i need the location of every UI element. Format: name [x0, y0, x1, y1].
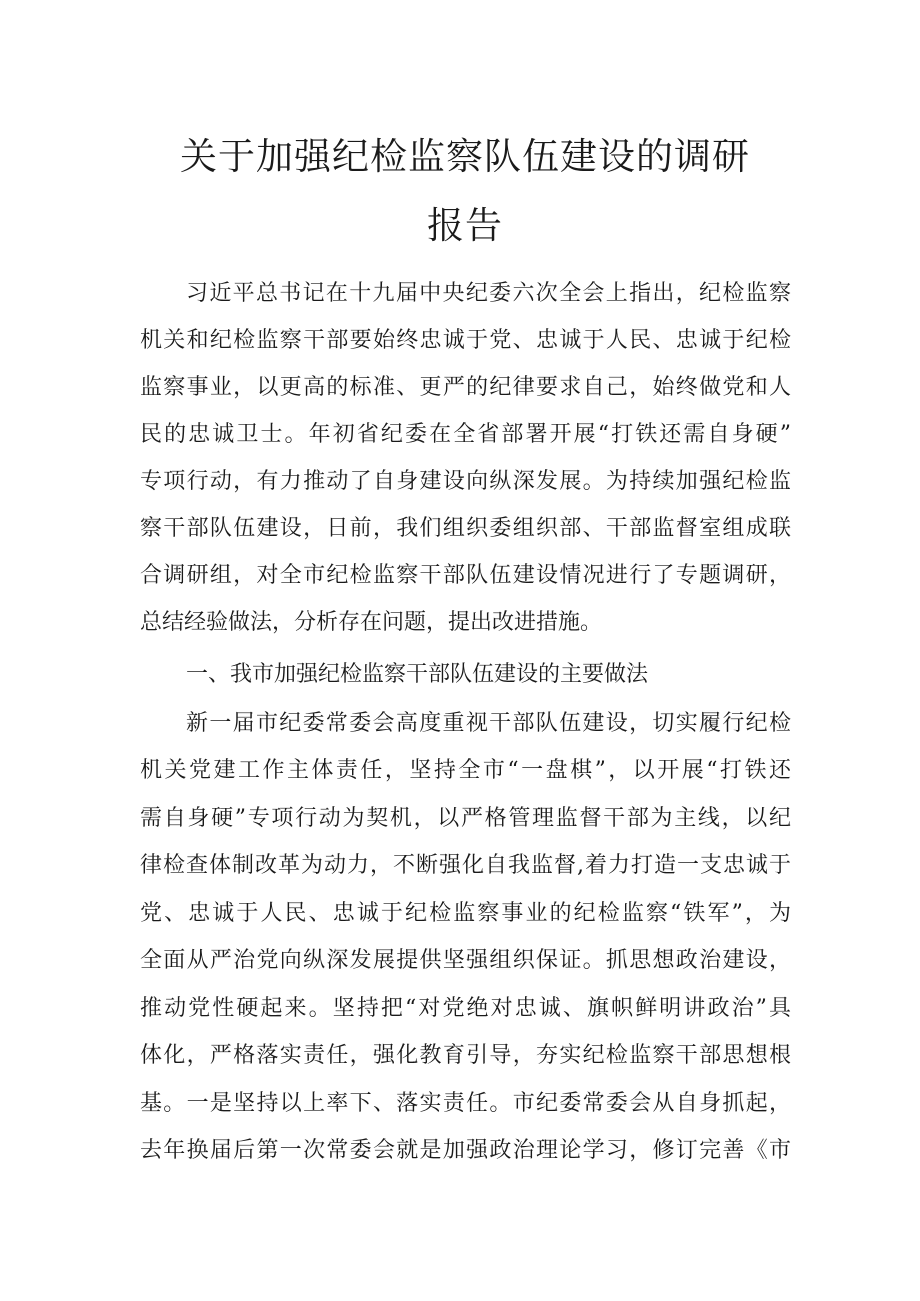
body-line: 总结经验做法，分析存在问题，提出改进措施。	[140, 610, 603, 635]
body-line: 机关党建工作主体责任，坚持全市“一盘棋”，以开展“打铁还	[140, 758, 791, 783]
body-line: 全面从严治党向纵深发展提供坚强组织保证。抓思想政治建设，	[140, 948, 791, 973]
body-line: 党、忠诚于人民、忠诚于纪检监察事业的纪检监察“铁军”，为	[140, 901, 791, 926]
body-line: 民的忠诚卫士。年初省纪委在全省部署开展“打铁还需自身硬”	[140, 422, 791, 447]
body-line: 体化，严格落实责任，强化教育引导，夯实纪检监察干部思想根	[140, 1043, 791, 1068]
body-line: 专项行动，有力推动了自身建设向纵深发展。为持续加强纪检监	[140, 469, 791, 494]
body-line: 律检查体制改革为动力，不断强化自我监督,着力打造一支忠诚于	[140, 853, 791, 878]
body-line: 监察事业，以更高的标准、更严的纪律要求自己，始终做党和人	[140, 375, 791, 400]
body-line: 习近平总书记在十九届中央纪委六次全会上指出，纪检监察	[186, 281, 791, 306]
body-line: 机关和纪检监察干部要始终忠诚于党、忠诚于人民、忠诚于纪检	[140, 328, 791, 353]
body-line: 合调研组，对全市纪检监察干部队伍建设情况进行了专题调研，	[140, 563, 791, 588]
body-line: 去年换届后第一次常委会就是加强政治理论学习，修订完善《市	[140, 1138, 791, 1163]
document-title-line-1: 关于加强纪检监察队伍建设的调研	[180, 135, 750, 178]
body-line: 新一届市纪委常委会高度重视干部队伍建设，切实履行纪检	[186, 711, 791, 736]
document-title-line-2: 报告	[427, 204, 503, 247]
body-line: 推动党性硬起来。坚持把“对党绝对忠诚、旗帜鲜明讲政治”具	[140, 996, 791, 1021]
section-heading: 一、我市加强纪检监察干部队伍建设的主要做法	[186, 662, 649, 687]
body-line: 需自身硬”专项行动为契机，以严格管理监督干部为主线，以纪	[140, 806, 791, 831]
body-line: 察干部队伍建设，日前，我们组织委组织部、干部监督室组成联	[140, 516, 791, 541]
body-line: 基。一是坚持以上率下、落实责任。市纪委常委会从自身抓起，	[140, 1091, 791, 1116]
